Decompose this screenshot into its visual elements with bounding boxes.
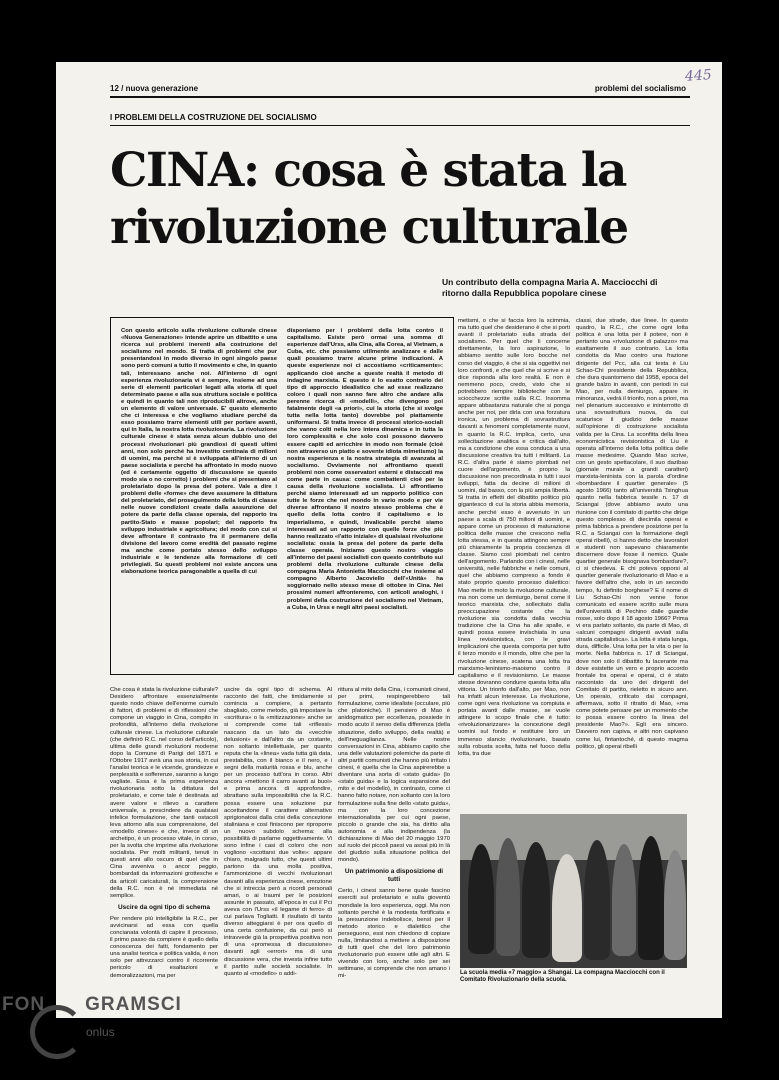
- handwritten-page-mark: 445: [684, 67, 713, 85]
- photo-caption: La scuola media «7 maggio» a Shangai. La compagna Macciocchi con il Comitato Rivoluzionario della scuola.: [460, 970, 665, 984]
- watermark-sub: onlus: [86, 1025, 115, 1039]
- intro-box: [110, 317, 454, 675]
- photo-figure: [612, 844, 636, 956]
- body-column-1-text-2: Per rendere più intelligibile la R.C., per avvicinarsi ad essa con quella concianata volontà di capire il processo, il primo passo da compiere è quello della conoscenza dei fatti, fondamento per una analisi teorica e politica valida, è non solo per attrezzarci contro il ricorrente pericolo di esaltazioni e demoralizzazioni, ma per: [110, 915, 218, 979]
- group-photo: [460, 814, 687, 968]
- body-column-3: [338, 687, 450, 1013]
- body-column-1-text: Che cosa è stata la rivoluzione culturale? Desidero affrontare essenzialmente questo nodo chiave dell'enorme cumulo di fattori, di problemi e di riflessioni che compone un viaggio in Cina, compito in profondità, all'interno della rivoluzione culturale cinese. La rivoluzione culturale (che definirò R.C. nel corso dell'articolo), ultima delle grandi rivoluzioni moderne dopo la Comune di Parigi del 1871 e l'Ottobre 1917 avrà una sua storia, in cui l'analisi teorica e le vicende, grandezze e perplessità e sofferenze, saranno a lungo vagliate. Essa è la prima esperienza rivoluzionaria sotto la dittatura del proletariato, e come tale è destinata ad avere valore e rilievo a carattere universale, a prescindere da qualsiasi infelice formulazione, che tanti ostacoli leva attorno alla sua comprensione, del «modello cinese» e che, invece di un archetipo, è un processo vitale, in corso, per la svolta che imprime alla rivoluzione socialista. Per molti militanti, tenuti in questi anni allo oscuro di quel che in Cina avveniva o ancor peggio, bombardati da informazioni grottesche e da articoli caricaturali, la comprensione della R.C. non è né immediata né semplice.: [110, 687, 218, 899]
- kicker: I PROBLEMI DELLA COSTRUZIONE DEL SOCIALISMO: [110, 113, 317, 122]
- body-column-2: uscire da ogni tipo di schema. Al racconto dei fatti, che timidamente si comincia a compiere, a pertanto sbagliato, come metodo, già impostare la «scrittura» o la «mitizzazione» anche se si comprende come tali «riflessi» nascano da un lato da «vecchie delusioni» e dall'altro da un costante, non soltanto intellettuale, per quanto reputa che la «linea» vada tutta già data, prestabilita, con il bianco e il nero, e i segni della maturità rossa e blu, anche per un processo tutt'ora in corso. Altri ancora «mettono il carro avanti ai buoi» e prima ancora di approfondire, sbrattano sulla impossibilità che la R.C. possa essere una soluzione pur accettandone il carattere alternativo sprigionatosi dalla crisi della concezione staliniana e così finiscono per riproporre un nuovo subdolo schema: alla possibilità di parlarne oggettivamente. Vi sono infine i casi di coloro che non vogliono «scottarsi due volte»: appare chiaro, malgrado tutto, che questi ultimi partono da una molla positiva, l'ammonizione di vecchi rivoluzionari davanti alla esperienza cinese, emozione che si intreccia però a ricordi personali amari, o ai traumi per le posizioni assunte in passato, all'epoca in cui il Pci aveva con l'Urss «il legame di ferro» di cui parlava Togliatti. Il risultato di tanto diverso atteggiarsi è per ora quello di una certa confusione, da cui però si intravvede già la prospettiva positiva non di una «promessa di discussione» davanti agli «errori» ma di una discussione vera, che investa infine tutto il partito sulle società socialiste. In quanto al «modello» o addi-: [224, 687, 332, 977]
- subhead-2: Un patrimonio a disposizione di tutti: [344, 868, 444, 884]
- section-header: problemi del socialismo: [594, 84, 686, 93]
- header-rule: [110, 96, 690, 98]
- magazine-page: [56, 62, 722, 1018]
- watermark-left-text: FON: [2, 994, 46, 1015]
- body-column-5: classi, due strade, due linee. In questo quadro, la R.C., che come ogni lotta politica è una lotta per il potere, non è pertanto una «rivoluzione di palazzo» ma esattamente il suo contrario. La lotta condotta da Mao contro una frazione dirigente del Pcc, alla cui testa è Liu Schao-Chi presidente della Repubblica, che dura quantomeno dal 1958, epoca del grande balzo in avanti, con periodi in cui Mao, per nulla demiurgo, appare in minoranza, vedrà il trionfo, non a priori, ma nel plenarium successivo e ininterrotto di una sovrastruttura nuova, da cui scaturisce il giudizio delle masse sull'opinione di costruzione socialista valida per la Cina. La sconfitta della linea economicistica revisionistica di Liu è operata all'interno della lotta politica delle masse medesime. Quando Mao scrive, con un gesto spettacolare, il suo dazibao (giornale murale a grandi caratteri) marxista-leninista con la parola d'ordine «bombardare il quartier generale» (5 agosto 1966) tanto all'università Tsinghua quanto nella fabbrica tessile n. 17 di Sciangai (dove abbiamo avuto una riunione con il comitato di partito che dirige questo complesso di diecimila operai e prima fabbrica a prendere posizione per la R.C. a Sciangai con la formazione degli operai ribelli), ci hanno detto che lavoratori e studenti non sapevano chiaramente discernere dove fosse il nemico. Quale quartier generale bisognava bombardare?, ci si chiedeva. E chi poteva opporsi al quartier generale rivoluzionario di Mao e a favore dell'altro che, solo in un secondo tempo, fu definito borghese? E il nome di Liu Schao-Chi non venne forse comunicato ed essere scritto sulle mura dell'università di Pechino dalle guardie rosse, solo dopo il 18 agosto 1966? Prima vi era parlato soltanto, da parte di Mao, di «alcuni compagni dirigenti avviati sulla strada capitalistica». La lotta è stata lunga, dura, difficile. Una lotta per la vita o per la morte. Nella fabbrica n. 17 di Sciangai, dove non solo il dibattito fu lacerante ma dove esistette un vero e proprio accordo frontale tra operai e operai, ci è stato raccontato da uno dei dirigenti del Comitato di partito, rieletto in sicuro ann. Un operaio, criticato dai compagni, affermava, sotto il ritratto di Mao, «ma come potete pensare per un momento che io possa essere contro la linea del presidente Mao?». Egli era sincero. Davvero non capiva, e altri non capivano come lui, fintantoché, di questo magma politico, gli operai ribelli: [576, 318, 688, 750]
- body-column-1: [110, 687, 218, 1013]
- photo-figure: [552, 854, 582, 962]
- byline: Un contributo della compagna Maria A. Macciocchi di ritorno dalla Repubblica popolare cinese: [442, 277, 658, 298]
- photo-figure: [522, 842, 550, 958]
- body-column-4: metismi, o che si faccia loro la scimmia, ma tutto quel che desiderano è che si porti avanti il proletariato sulla strada del socialismo. Per quel che li concerne direttamente, la loro aspirazione, lo abbiamo sentito sulle loro bocche nel corso del viaggio, è che si sia oggettivi nei loro confronti, e che quel che si scrive e si dice risponda alla loro realtà. E non è nemmeno poco, credo, visto che si potrebbero riempire biblioteche con le sciocchezze scritte sulla R.C. Insomma appare abbastanza naturale che si ponga anche per noi, per dirla con una forzatura ironica, un problema di sovrastruttura davanti a fenomeni completamente nuovi, in quanto la R.C. implica, certo, una sollecitazione analitica e critica dall'alto, ma a condizione che essa conduca a una discussione creativa tra tutti i militanti. La R.C. d'altra parte è siamo piombati nel cuore dell'argomento, è proprio la discussione non precordinata in tutti i suoi sviluppi, fatta da decine di milioni di uomini, dal basso, con la più ampia libertà. Si tratta in effetti del dibattito politico più gigantesco di cui la storia abbia memoria, anche perché esso è avvenuto in un paese a scala di 750 milioni di uomini, e appare come un processo di maturazione politica delle masse che crescono nella lotta stessa, e in questa attingono sempre più chiaramente la propria coscienza di classe. Siamo così piombati nel centro dell'argomento. Parlando con i cinesi, nelle università, nelle fabbriche e nelle comuni, quel che abbiamo compreso a fondo è stato proprio questo processo dialettico: Mao mette in moto la rivoluzione culturale, ma non come un demiurgo, bensì come il teorico marxista che, sollecitato dalla preoccupazione costante che la rivoluzione sia condotta dalla vecchia tradizione che la Cina ha alle spalle, e quindi possa essere invischiata in una linea revisionistica, con le gravi implicazioni che questa comporta per tutto il terzo mondo e il mondo, oltre che per la rivoluzione cinese, scatena una lotta tra marxismo-leninismo-maoismo contro il capitalismo e il revisionismo. Le masse stesse dovranno condurre questa lotta alla vittoria. Un trionfo dall'alto, per Mao, non ha infatti alcun interesse. La rivoluzione, come ogni vera rivoluzione va compiuta e portata avanti dalle masse, se vuole attingere lo scopo finale che è tutto: «rivoluzionarizzare» la concezione degli uomini sul fondo e restituire loro un immenso slancio rivoluzionario, basato sulla robusta scelta, fatta nel fuoco della lotta, tra due: [458, 318, 570, 757]
- watermark-left: [2, 994, 182, 1016]
- body-column-3-text: rittura al mito della Cina, i comunisti cinesi, per primi, respingerebbero tali formulazione, come idealiste (occulare, più che platoniche). Il pensiero di Mao è anidogmatico per eccellenza, possiede in modo acuto il senso della differenza (della situazione, dello sviluppo, della realtà) e dell'ineguaglianza. Nelle nostre conversazioni in Cina, abbiamo capito che una delle valutazioni polemiche da parte di altri partiti comunisti che hanno più irritato i cinesi, è quella che la Cina aspirerebbe a diventare una sorta di «stato guida» (lo «stato guida» e la logica espansione del mito e del modello), in contrasto, come ci hanno fatto notare, non soltanto con la loro formulazione sulla fine dello «stato guida», ma con la loro concezione internazionalista per cui ogni paese, piccolo o grande che sia, ha diritto alla autonomia e alla indipendenza (la dichiarazione di Mao del 20 maggio 1970 sul ruolo dei piccoli paesi va assai più in là del giudizio sulla situazione politica del mondo).: [338, 687, 450, 864]
- headline: CINA: cosa è stata la rivoluzione culturale: [110, 143, 628, 255]
- intro-column-1: Con questo articolo sulla rivoluzione culturale cinese «Nuova Generazione» intende aprire un dibattito e una ricerca sui problemi inerenti alla costruzione del socialismo nel mondo. Si tratta di problemi che pur presentandosi in modo diverso in ogni singolo paese sono però comuni a tutto il movimento e che, in quanto tali, interessano anche noi. All'interno di ogni esperienza rivoluzionaria vi è sempre, insieme ad una serie di elementi particolari legati alla storia di quel determinato paese e alla sua struttura sociale e politica e quindi in quanto tali non riproducibili altrove, anche un elemento di valore universale. E' questo elemento che ci interessa e che vogliamo studiare perché da esso possiamo trarre elementi utili per portare avanti, qui in Italia, la nostra lotta rivoluzionaria. La rivoluzione culturale cinese è stata senza alcun dubbio uno dei processi rivoluzionari più grandiosi di questi ultimi anni, non solo perché ha investito centinaia di milioni di uomini, ma perché si è sviluppata all'interno di un paese socialista e perché ha affrontato in modo nuovo (ed è certamente oggetto di discussione se questo modo sia o no corretto) i problemi che si presentano al proletariato dopo la presa del potere. Vale a dire i problemi delle «forme» che deve assumere la dittatura del proletariato, del proseguimento della lotta di classe nelle nuove condizioni create dalla assunzione del potere da parte della classe operaia, del rapporto tra partito-Stato e masse popolari; del rapporto fra sviluppo industriale e agricoltura; del modo con cui si deve affrontare il contrasto fra il permanere della divisione del lavoro come eredità del passato regime ma anche come portato stesso dello sviluppo industriale e le tendenze alla formazione di ceti privilegiati. Su questi problemi noi esiste ancora una elaborazione teorica paragonabile a quella di cui: [121, 328, 277, 576]
- body-column-3-text-2: Certo, i cinesi sanno bene quale fascino eserciti sul proletariato e sulla gioventù mondiale la loro esperienza, oggi. Ma non soltanto perché è la modesta fortificata e la presunzione indebolisce, bensì per il metodo storico e dialettico che perseguono, essi non chiedono di copiare nulla, limitandosi a mettere a disposizione di tutti quel che del loro patrimonio rivoluzionario può essere utile agli altri. E vivendo con loro, anche solo per sei settimane, si comprende che non amano i mi-: [338, 888, 450, 980]
- watermark-brand: GRAMSCI: [85, 994, 182, 1015]
- kicker-rule: [110, 125, 690, 126]
- photo-figure: [468, 844, 494, 954]
- photo-figure: [638, 836, 664, 960]
- subhead-1: Uscire da ogni tipo di schema: [117, 903, 211, 911]
- photo-figure: [584, 840, 610, 960]
- page-number: 12 / nuova generazione: [110, 84, 199, 93]
- intro-column-2: disponiamo per i problemi della lotta contro il capitalismo. Esiste però ormai una somma di esperienze dall'Urss, alla Cina, alla Corea, al Vietnam, a Cuba, etc. che possiamo utilmente analizzare e dalle quali possiamo trarre alcune prime indicazioni. A queste esperienze noi ci accostiamo «criticamente»: applicando cioè anche a queste realtà il metodo di indagine marxista. E questo è lo esatto contrario dei tipo di approccio idealistico che ad esse realizzano coloro i quali non sanno fare altro che andare alla perenne ricerca di «modelli», che divengono poi fatalmente degli «a priori», cui la storia (che si svolge tutta nella lotta tanto) dovrebbe poi piattamente uniformarsi. Si tratta invece di processi storico-sociali che vanno colti nella loro intera dinamica e in tutta la loro complessità e che solo così possono davvero essere capiti ed arricchire in modo non formale (cioè non attraverso un piatto e sovente idiota mimetismo) la nostra esperienza e la nostra strategia di avanzata al socialismo. Ovviamente noi affrontiamo questi problemi non come osservatori esterni e distaccati ma come parte in causa: come combattenti cioè per la causa della rivoluzione socialista. Li affrontiamo perché siamo interessati ad un rapporto politico con tutte le forze che nel mondo in vario modo e per vie diverse affrontano il nostro stesso problema che è quello della lotta contro il capitalismo e lo imperialismo, e quindi, invalicabile perché siamo interessati ad un rapporto con quelle forze che più hanno realizzato «l'atto iniziale» di qualsiasi rivoluzione socialista: ossia la presa del potere da parte della classe operaia. Iniziamo questo nostro viaggio all'interno dei paesi socialisti con questo contributo sui problemi della rivoluzione culturale cinese della compagna Maria Antonietta Macciocchi che insieme al compagno Alberto Jacoviello dell'«Unità» ha soggiornato nello stesso mese di ottobre in Cina. Nei prossimi numeri affronteremo, con articoli analoghi, i problemi della costruzione del socialismo nel Vietnam, a Cuba, in Urss e negli altri paesi socialisti.: [287, 328, 443, 611]
- photo-figure: [496, 838, 520, 956]
- photo-figure: [664, 850, 686, 960]
